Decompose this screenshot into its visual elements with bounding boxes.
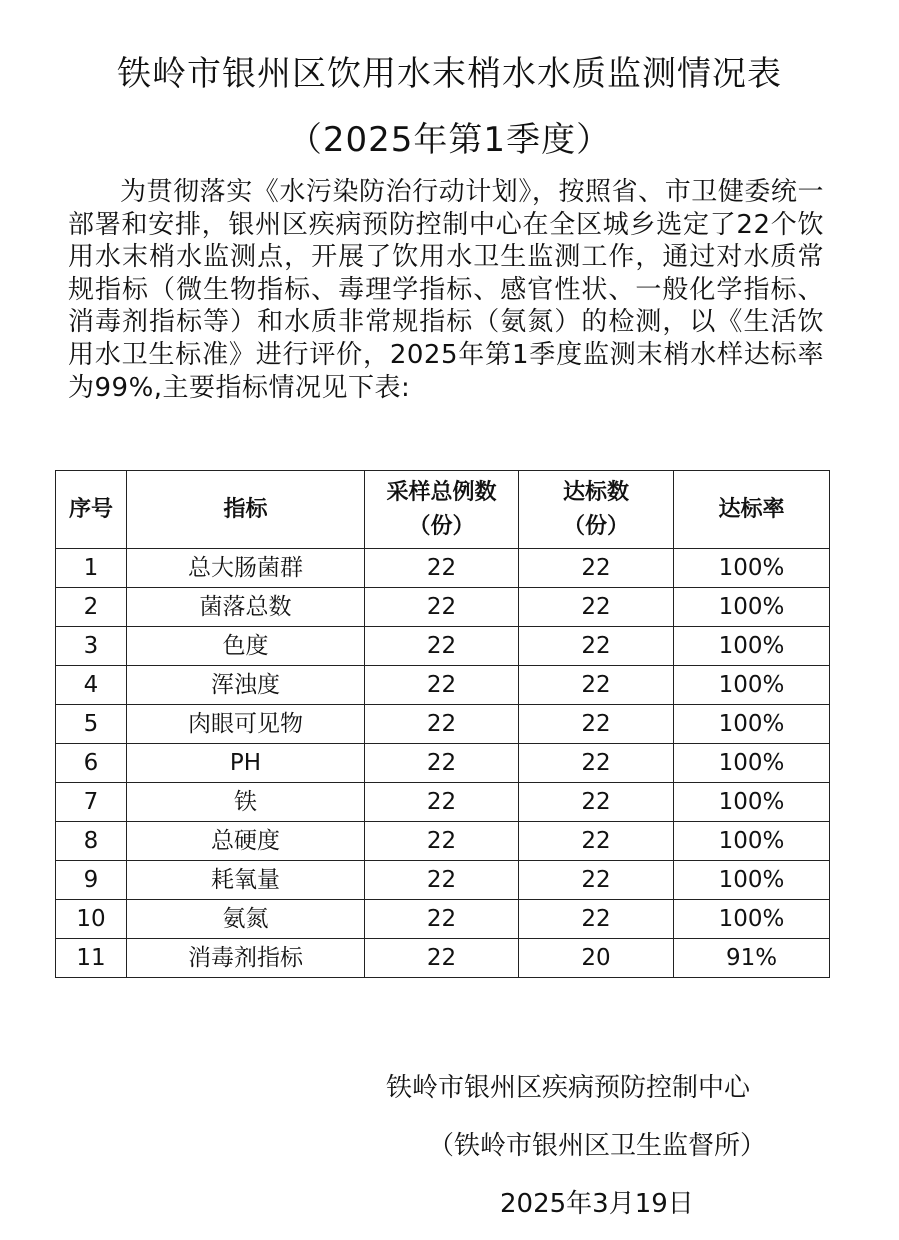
cell-no: 2: [56, 588, 127, 627]
cell-indicator: 消毒剂指标: [127, 939, 365, 978]
cell-passed: 22: [519, 900, 674, 939]
cell-passed: 22: [519, 549, 674, 588]
header-pass-rate: 达标率: [674, 471, 830, 549]
intro-paragraph: 为贯彻落实《水污染防治行动计划》，按照省、市卫健委统一部署和安排，银州区疾病预防控制中心在全区城乡选定了22个饮用水末梢水监测点，开展了饮用水卫生监测工作，通过对水质常规指标（微生物指标、毒理学指标、感官性状、一般化学指标、消毒剂指标等）和水质非常规指标（氨氮）的检测，以《生活饮用水卫生标准》进行评价，2025年第1季度监测末梢水样达标率为99%,主要指标情况见下表:: [68, 177, 824, 403]
cell-no: 6: [56, 744, 127, 783]
table-row: [56, 588, 830, 627]
cell-total: 22: [365, 627, 519, 666]
cell-rate: 100%: [674, 705, 830, 744]
table-row: [56, 822, 830, 861]
cell-indicator: 浑浊度: [127, 666, 365, 705]
cell-passed: 22: [519, 744, 674, 783]
signature-sub-organization: （铁岭市银州区卫生监督所）: [428, 1131, 767, 1161]
signature-organization: 铁岭市银州区疾病预防控制中心: [386, 1073, 751, 1103]
header-passed-count-line1: 达标数: [562, 479, 629, 505]
cell-rate: 100%: [674, 822, 830, 861]
cell-passed: 20: [519, 939, 674, 978]
table-row: [56, 744, 830, 783]
cell-rate: 100%: [674, 627, 830, 666]
table-row: [56, 900, 830, 939]
cell-no: 4: [56, 666, 127, 705]
cell-passed: 22: [519, 822, 674, 861]
table-row: [56, 861, 830, 900]
cell-total: 22: [365, 705, 519, 744]
cell-indicator: 菌落总数: [127, 588, 365, 627]
header-indicator: 指标: [127, 471, 365, 549]
header-no: 序号: [56, 471, 127, 549]
cell-total: 22: [365, 939, 519, 978]
document-subtitle: （2025年第1季度）: [287, 120, 612, 160]
cell-passed: 22: [519, 588, 674, 627]
cell-indicator: 氨氮: [127, 900, 365, 939]
cell-no: 8: [56, 822, 127, 861]
table-row: [56, 549, 830, 588]
cell-rate: 100%: [674, 588, 830, 627]
header-passed-count: [519, 471, 674, 549]
cell-passed: 22: [519, 627, 674, 666]
cell-total: 22: [365, 861, 519, 900]
cell-indicator: PH: [127, 744, 365, 783]
cell-indicator: 总大肠菌群: [127, 549, 365, 588]
cell-rate: 100%: [674, 744, 830, 783]
document-title: 铁岭市银州区饮用水末梢水水质监测情况表: [117, 54, 782, 94]
cell-rate: 100%: [674, 861, 830, 900]
cell-indicator: 肉眼可见物: [127, 705, 365, 744]
cell-rate: 100%: [674, 783, 830, 822]
cell-passed: 22: [519, 666, 674, 705]
table-header-row: [56, 471, 830, 549]
table-row: [56, 705, 830, 744]
cell-total: 22: [365, 588, 519, 627]
cell-no: 7: [56, 783, 127, 822]
cell-no: 5: [56, 705, 127, 744]
cell-passed: 22: [519, 705, 674, 744]
cell-total: 22: [365, 822, 519, 861]
cell-indicator: 总硬度: [127, 822, 365, 861]
cell-indicator: 色度: [127, 627, 365, 666]
header-total-samples-line2: （份）: [408, 513, 475, 539]
cell-rate: 91%: [674, 939, 830, 978]
cell-rate: 100%: [674, 900, 830, 939]
monitoring-table: [55, 470, 830, 978]
cell-no: 11: [56, 939, 127, 978]
table-row: [56, 666, 830, 705]
header-total-samples-line1: 采样总例数: [386, 479, 497, 505]
cell-total: 22: [365, 744, 519, 783]
cell-total: 22: [365, 783, 519, 822]
cell-total: 22: [365, 549, 519, 588]
table-row: [56, 783, 830, 822]
cell-passed: 22: [519, 861, 674, 900]
cell-indicator: 耗氧量: [127, 861, 365, 900]
cell-no: 1: [56, 549, 127, 588]
cell-no: 10: [56, 900, 127, 939]
cell-no: 3: [56, 627, 127, 666]
cell-total: 22: [365, 666, 519, 705]
table-row: [56, 627, 830, 666]
header-total-samples: [365, 471, 519, 549]
cell-passed: 22: [519, 783, 674, 822]
cell-rate: 100%: [674, 666, 830, 705]
cell-no: 9: [56, 861, 127, 900]
cell-rate: 100%: [674, 549, 830, 588]
header-passed-count-line2: （份）: [562, 513, 629, 539]
cell-total: 22: [365, 900, 519, 939]
signature-date: 2025年3月19日: [500, 1189, 694, 1219]
cell-indicator: 铁: [127, 783, 365, 822]
table-row: [56, 939, 830, 978]
